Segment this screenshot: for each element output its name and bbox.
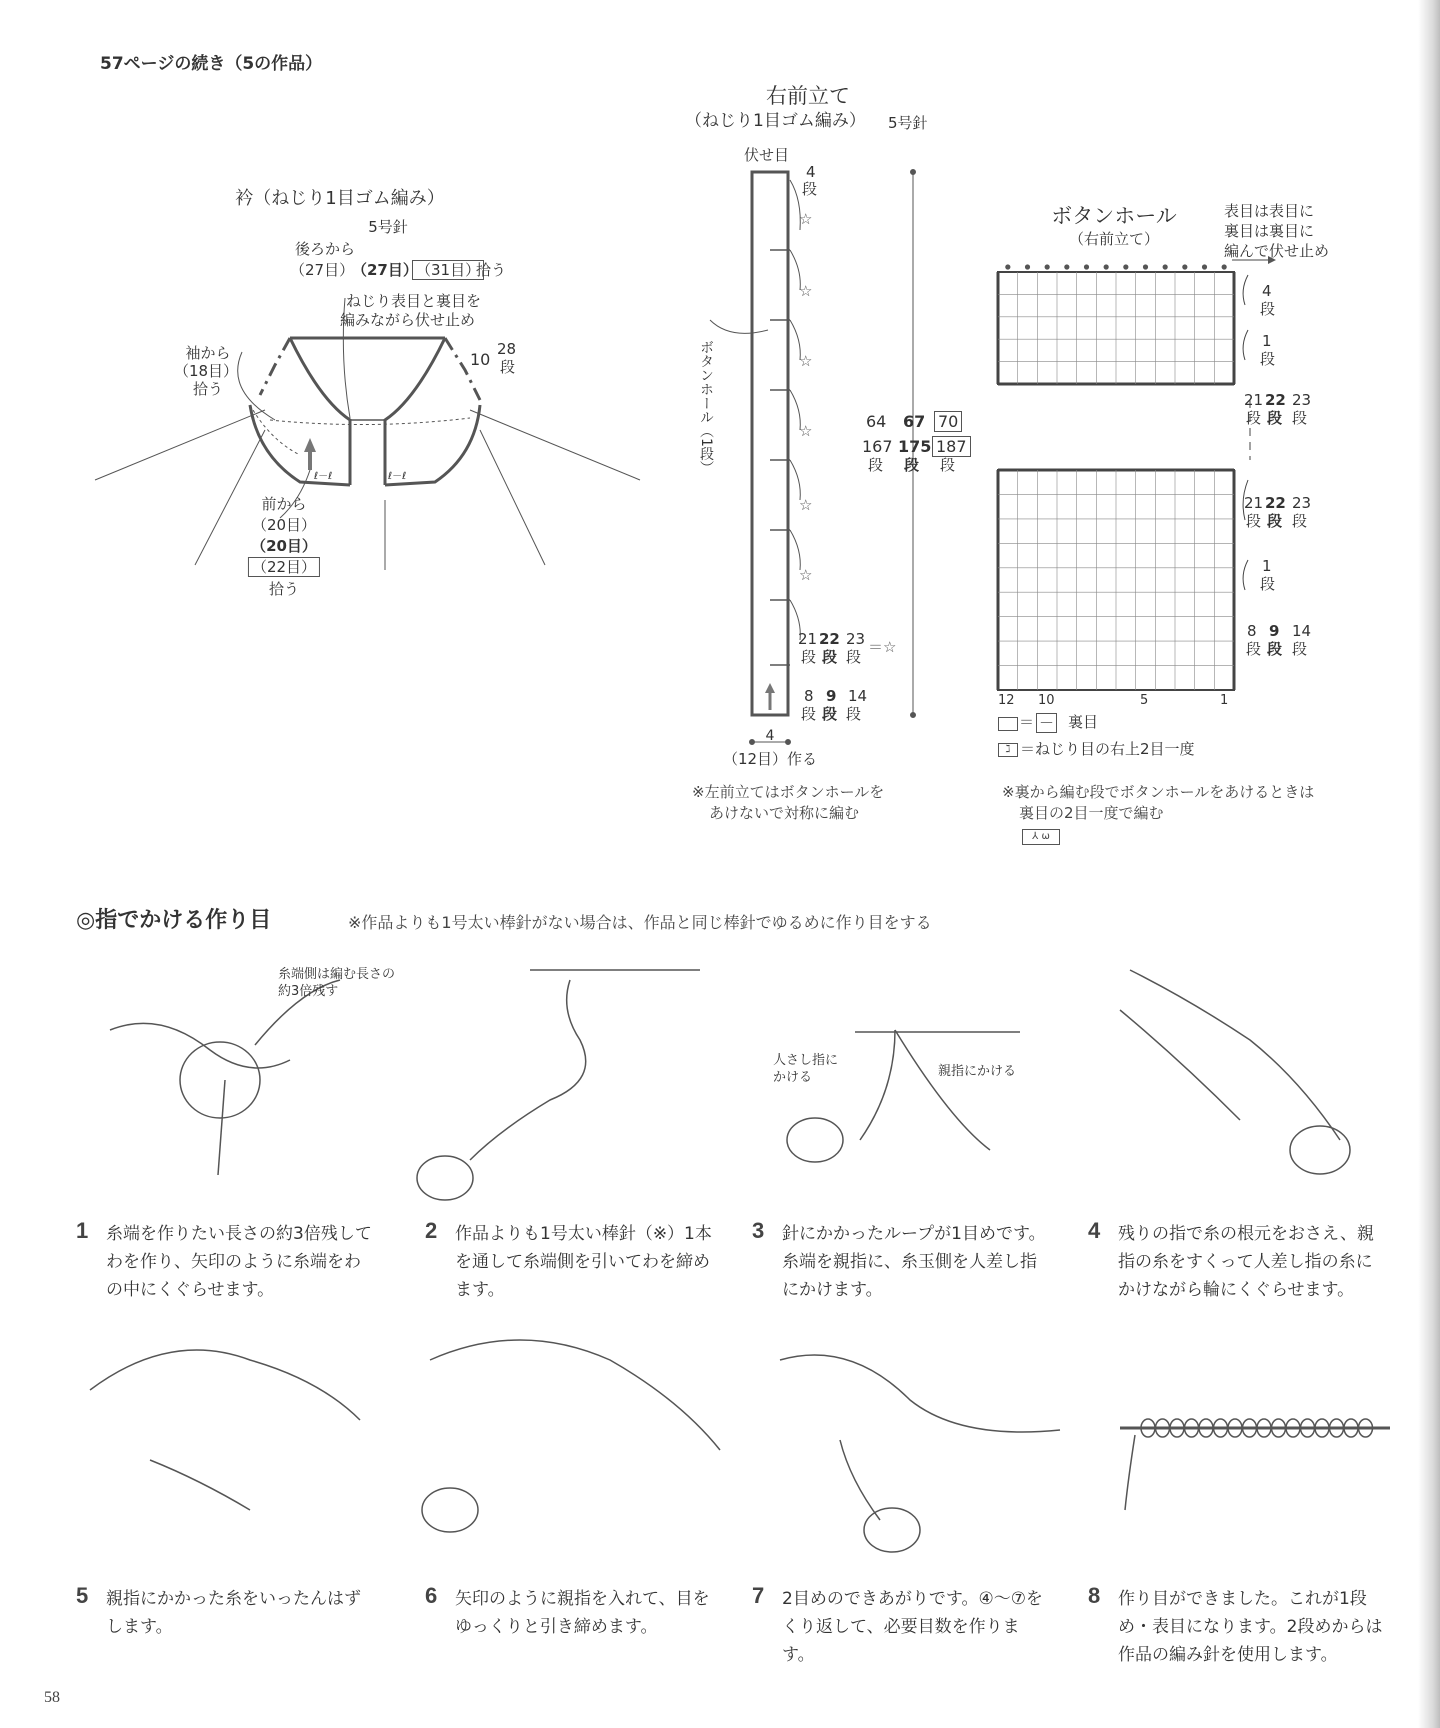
bh-top-unit-22: 段 [1267,409,1283,427]
step-number: 6 [425,1583,438,1608]
continuation-header: 57ページの続き（5の作品） [100,54,323,74]
bh-rows-4: 4 [1262,282,1272,300]
step-text: 2目めのできあがりです。④～⑦をくり返して、必要目数を作ります。 [782,1589,1043,1665]
band-len-b: 67 [903,412,926,431]
band-len2-a: 167 [862,437,893,456]
bh-rows-1b-unit: 段 [1260,575,1276,593]
band-len-unit-c: 段 [940,456,956,474]
bh-mid-21: 21 [1244,494,1264,512]
label-thumb: 親指にかける [938,1064,1017,1079]
collar-rib-mark-right: ℓ－ℓ [388,471,407,482]
page-number: 58 [44,1689,60,1706]
step-number: 4 [1088,1218,1101,1243]
step-number: 2 [425,1218,438,1243]
bh-rows-unit-8: 段 [1246,640,1262,658]
bh-col-12: 12 [998,693,1015,708]
bh-mid-22: 22 [1265,494,1286,512]
collar-rows-unit: 段 [500,358,516,376]
legend-twisted-decrease-text: ＝ねじり目の右上2目一度 [1020,740,1195,758]
collar-back-count-3: （31目） [412,260,484,280]
band-len-unit-a: 段 [868,456,884,474]
band-len2-b: 175 [898,437,932,456]
legend-purl-text: 裏目 [1068,713,1099,731]
label-tail-2: 約3倍残す [278,984,339,999]
step-text: 矢印のように親指を入れて、目をゆっくりと引き締めます。 [455,1589,710,1637]
band-top-rows: 4 [806,163,816,181]
collar-front-pick: 拾う [268,580,300,598]
bh-top-23: 23 [1292,391,1312,409]
step-number: 1 [76,1218,89,1243]
band-rows-14: 14 [848,687,868,705]
step-text: 作品よりも1号太い棒針（※）1本を通して糸端側を引いてわを締めます。 [455,1224,712,1300]
band-rows-8: 8 [804,687,814,705]
collar-rows-circled: 28 [497,340,517,358]
band-note-1: ※左前立てはボタンホールを [692,783,885,801]
collar-sleeve-pick: 拾う [192,380,224,398]
band-star-2: ☆ [799,282,813,300]
band-rows-unit-14: 段 [846,705,862,723]
bh-col-1: 1 [1220,693,1229,708]
bh-col-10: 10 [1038,693,1055,708]
bh-rows-unit-14: 段 [1292,640,1308,658]
band-top-rows-unit: 段 [802,180,818,198]
band-len-a: 64 [866,412,887,431]
bh-top-unit-23: 段 [1292,409,1308,427]
band-note-2: あけないで対称に編む [709,804,860,822]
step-text: 親指にかかった糸をいったんはずします。 [106,1589,361,1637]
step-number: 3 [752,1218,765,1243]
collar-bind-note-2: 編みながら伏せ止め [340,311,476,329]
step-number: 7 [752,1583,765,1608]
collar-back-from: 後ろから [295,240,356,258]
band-rows-unit-21: 段 [801,648,817,666]
band-len2-c: 187 [932,436,971,457]
band-star-3: ☆ [799,352,813,370]
band-star-6: ☆ [799,566,813,584]
band-rows-unit-9: 段 [822,705,838,723]
bh-rows-1-unit: 段 [1260,350,1276,368]
collar-front-count-2: （20目） [251,537,317,555]
bh-mid-23: 23 [1292,494,1312,512]
collar-back-pick: 拾う [476,261,507,279]
bh-rows-14: 14 [1292,622,1312,640]
collar-title: 衿（ねじり1目ゴム編み） [235,188,445,209]
band-title: 右前立て [766,84,850,108]
band-rows-unit-23: 段 [846,648,862,666]
collar-front-count-1: （20目） [251,516,317,534]
collar-sleeve-count: （18目） [173,362,239,380]
band-width: 4 [765,728,775,744]
band-rows-22: 22 [819,630,840,648]
legend-equals: ＝ [1019,713,1035,731]
step-number: 5 [76,1583,89,1608]
legend-blank-square [998,717,1018,731]
bh-mid-unit-22: 段 [1267,512,1283,530]
bh-rows-9: 9 [1269,622,1280,640]
caston-note: ※作品よりも1号太い棒針がない場合は、作品と同じ棒針でゆるめに作り目をする [348,913,932,932]
step-number: 8 [1088,1583,1101,1608]
band-rows-unit-8: 段 [801,705,817,723]
band-rows-9: 9 [826,687,837,705]
legend-purl-symbol: － [1036,713,1057,733]
buttonhole-note-1: ※裏から編む段でボタンホールをあけるときは [1002,783,1315,801]
buttonhole-title: ボタンホール [1051,204,1177,228]
collar-back-count-2: （27目） [352,261,418,279]
collar-bind-note-1: ねじり表目と裏目を [346,292,482,310]
bh-rows-1b: 1 [1262,557,1272,575]
band-rows-21: 21 [798,630,818,648]
buttonhole-bind-note-2: 裏目は裏目に [1224,222,1315,240]
bh-mid-unit-21: 段 [1246,512,1262,530]
band-needle: 5号針 [888,114,928,132]
band-len-c: 70 [934,411,962,432]
bh-rows-8: 8 [1247,622,1257,640]
collar-back-count-1: （27目） [290,261,355,279]
legend-purl-decrease-icon: ⅄ ω [1022,829,1060,845]
bh-mid-unit-23: 段 [1292,512,1308,530]
bh-top-21: 21 [1244,391,1264,409]
collar-front-count-3: （22目） [248,557,320,577]
legend-twisted-decrease-icon: ℷ [998,743,1018,757]
band-rows-unit-22: 段 [822,648,838,666]
bh-top-22: 22 [1265,391,1286,409]
band-len-unit-b: 段 [904,456,920,474]
step-text: 糸端を作りたい長さの約3倍残してわを作り、矢印のように糸端をわの中にくぐらせます。 [106,1224,372,1300]
step-text: 作り目ができました。これが1段め・表目になります。2段めからは作品の編み針を使用します。 [1118,1589,1383,1665]
band-subtitle: （ねじり1目ゴム編み） [685,111,866,131]
collar-front-from: 前から [261,495,307,513]
collar-sleeve-from: 袖から [185,344,231,362]
buttonhole-subtitle: （右前立て） [1068,230,1160,248]
buttonhole-chart [998,256,1276,690]
bh-rows-unit-9: 段 [1267,640,1283,658]
bh-rows-4-unit: 段 [1260,300,1276,318]
band-rows-23: 23 [846,630,866,648]
step-text: 針にかかったループが1目めです。糸端を親指に、糸玉側を人差し指にかけます。 [782,1224,1046,1300]
band-buttonhole-vertical: ボタンホール（1段） [698,340,714,475]
bh-rows-1: 1 [1262,332,1272,350]
label-index-1: 人さし指に [773,1053,839,1068]
bh-col-5: 5 [1140,693,1149,708]
band-equals-star: ＝☆ [868,638,897,656]
collar-rib-mark-left: ℓ－ℓ [314,471,333,482]
label-index-2: かける [773,1070,813,1085]
collar-diagram [95,298,640,570]
band-bind-label: 伏せ目 [744,146,790,164]
band-star-1: ☆ [799,210,813,228]
step-text: 残りの指で糸の根元をおさえ、親指の糸をすくって人差し指の糸にかけながら輪にくぐらせます。 [1118,1224,1375,1300]
collar-rows-plain: 10 [470,350,491,369]
buttonhole-bind-note-3: 編んで伏せ止め [1224,242,1330,260]
label-tail-1: 糸端側は編む長さの [278,967,396,982]
band-cast-on: （12目）作る [722,750,818,768]
collar-needle: 5号針 [368,218,408,236]
buttonhole-bind-note-1: 表目は表目に [1224,202,1315,220]
band-star-4: ☆ [799,422,813,440]
caston-title: ◎指でかける作り目 [76,908,272,933]
buttonhole-note-2: 裏目の2目一度で編む [1019,804,1164,822]
bh-top-unit-21: 段 [1246,409,1262,427]
band-star-5: ☆ [799,496,813,514]
